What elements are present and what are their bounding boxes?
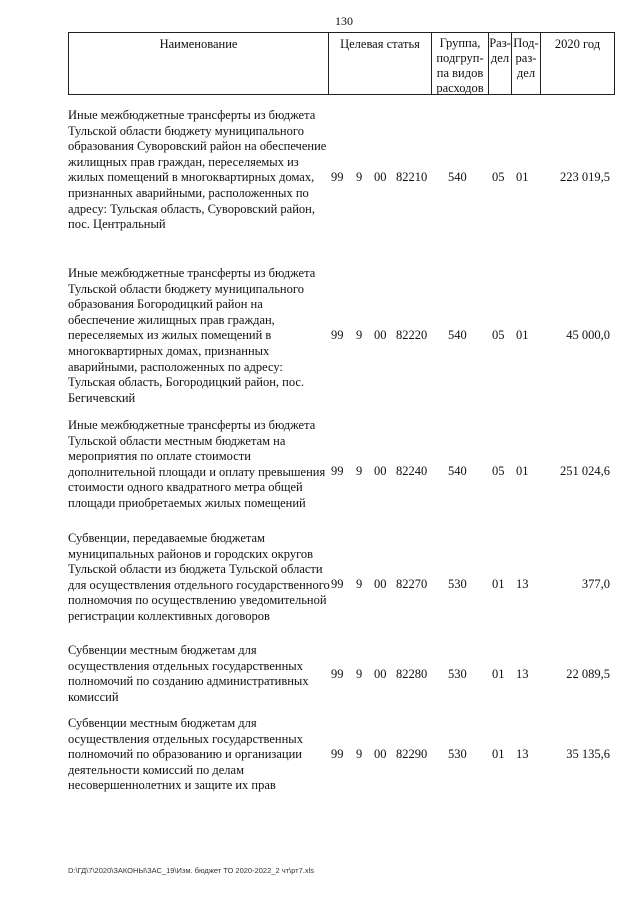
amount-2020: 251 024,6 <box>560 464 610 478</box>
amount-2020: 377,0 <box>581 577 610 591</box>
expense-group: 530 <box>448 577 467 591</box>
subsection: 13 <box>516 577 529 591</box>
section: 01 <box>492 667 505 681</box>
amount-2020: 35 135,6 <box>566 747 610 761</box>
target-event: 00 <box>374 464 387 478</box>
expense-group: 540 <box>448 328 467 342</box>
header-section: Раз-дел <box>488 32 512 95</box>
target-event: 00 <box>374 577 387 591</box>
expense-group: 540 <box>448 170 467 184</box>
amount-2020: 45 000,0 <box>566 328 610 342</box>
target-subprogram: 9 <box>356 667 363 681</box>
target-program: 99 <box>331 328 344 342</box>
amount-2020: 22 089,5 <box>566 667 610 681</box>
file-path-footer: D:\ГД\7\2020\ЗАКОНЫ\ЗАС_19\Изм. бюджет ТО 2020-2022_2 чт\рт7.xls <box>68 866 314 875</box>
target-program: 99 <box>331 667 344 681</box>
target-program: 99 <box>331 577 344 591</box>
expense-group: 540 <box>448 464 467 478</box>
header-target-article: Целевая статья <box>328 32 432 95</box>
target-direction: 82220 <box>396 328 428 342</box>
target-event: 00 <box>374 667 387 681</box>
header-year: 2020 год <box>540 32 615 95</box>
amount-2020: 223 019,5 <box>560 170 610 184</box>
subsection: 01 <box>516 328 529 342</box>
target-program: 99 <box>331 747 344 761</box>
row-description: Иные межбюджетные трансферты из бюджета Тульской области бюджету муниципального образования Суворовский район на обеспечение жилищных прав граждан, переселяемых из жилых помещений в многоквартирных домах, признанных аварийными, расположенных по адресу: Тульская область, Суворовский район, пос. Центральный <box>68 108 327 232</box>
target-program: 99 <box>331 170 344 184</box>
target-event: 00 <box>374 170 387 184</box>
target-event: 00 <box>374 747 387 761</box>
row-description: Субвенции, передаваемые бюджетам муниципальных районов и городских округов Тульской области из бюджета Тульской области для осуществления отдельного государственного полномочия по осуществлению уведомительной регистрации коллективных договоров <box>68 531 330 623</box>
target-subprogram: 9 <box>356 577 363 591</box>
target-subprogram: 9 <box>356 747 363 761</box>
expense-group: 530 <box>448 747 467 761</box>
row-description: Субвенции местным бюджетам для осуществления отдельных государственных полномочий по созданию административных комиссий <box>68 643 309 704</box>
target-event: 00 <box>374 328 387 342</box>
target-direction: 82270 <box>396 577 428 591</box>
target-subprogram: 9 <box>356 170 363 184</box>
subsection: 13 <box>516 667 529 681</box>
subsection: 01 <box>516 464 529 478</box>
subsection: 01 <box>516 170 529 184</box>
target-direction: 82210 <box>396 170 428 184</box>
row-description: Субвенции местным бюджетам для осуществления отдельных государственных полномочий по образованию и организации деятельности комиссий по делам несовершеннолетних и защите их прав <box>68 716 303 793</box>
row-description: Иные межбюджетные трансферты из бюджета Тульской области местным бюджетам на мероприятия по оплате стоимости дополнительной площади и оплату превышения стоимости одного квадратного метра общей площади приобретаемых жилых помещений <box>68 418 326 510</box>
section: 01 <box>492 747 505 761</box>
target-direction: 82290 <box>396 747 428 761</box>
target-subprogram: 9 <box>356 328 363 342</box>
target-direction: 82240 <box>396 464 428 478</box>
expense-group: 530 <box>448 667 467 681</box>
section: 05 <box>492 328 505 342</box>
header-name: Наименование <box>68 32 329 95</box>
section: 05 <box>492 170 505 184</box>
page-number: 130 <box>335 14 353 28</box>
header-subsection: Под-раз-дел <box>511 32 541 95</box>
target-subprogram: 9 <box>356 464 363 478</box>
target-program: 99 <box>331 464 344 478</box>
row-description: Иные межбюджетные трансферты из бюджета Тульской области бюджету муниципального образования Богородицкий район на обеспечение жилищных прав граждан, переселяемых из жилых помещений в многоквартирных домах, признанных аварийными, расположенных по адресу: Тульская область, Богородицкий район, пос. Бегичевский <box>68 266 316 405</box>
subsection: 13 <box>516 747 529 761</box>
header-expense-group: Группа, подгруп-па видов расходов <box>431 32 489 95</box>
section: 05 <box>492 464 505 478</box>
section: 01 <box>492 577 505 591</box>
target-direction: 82280 <box>396 667 428 681</box>
